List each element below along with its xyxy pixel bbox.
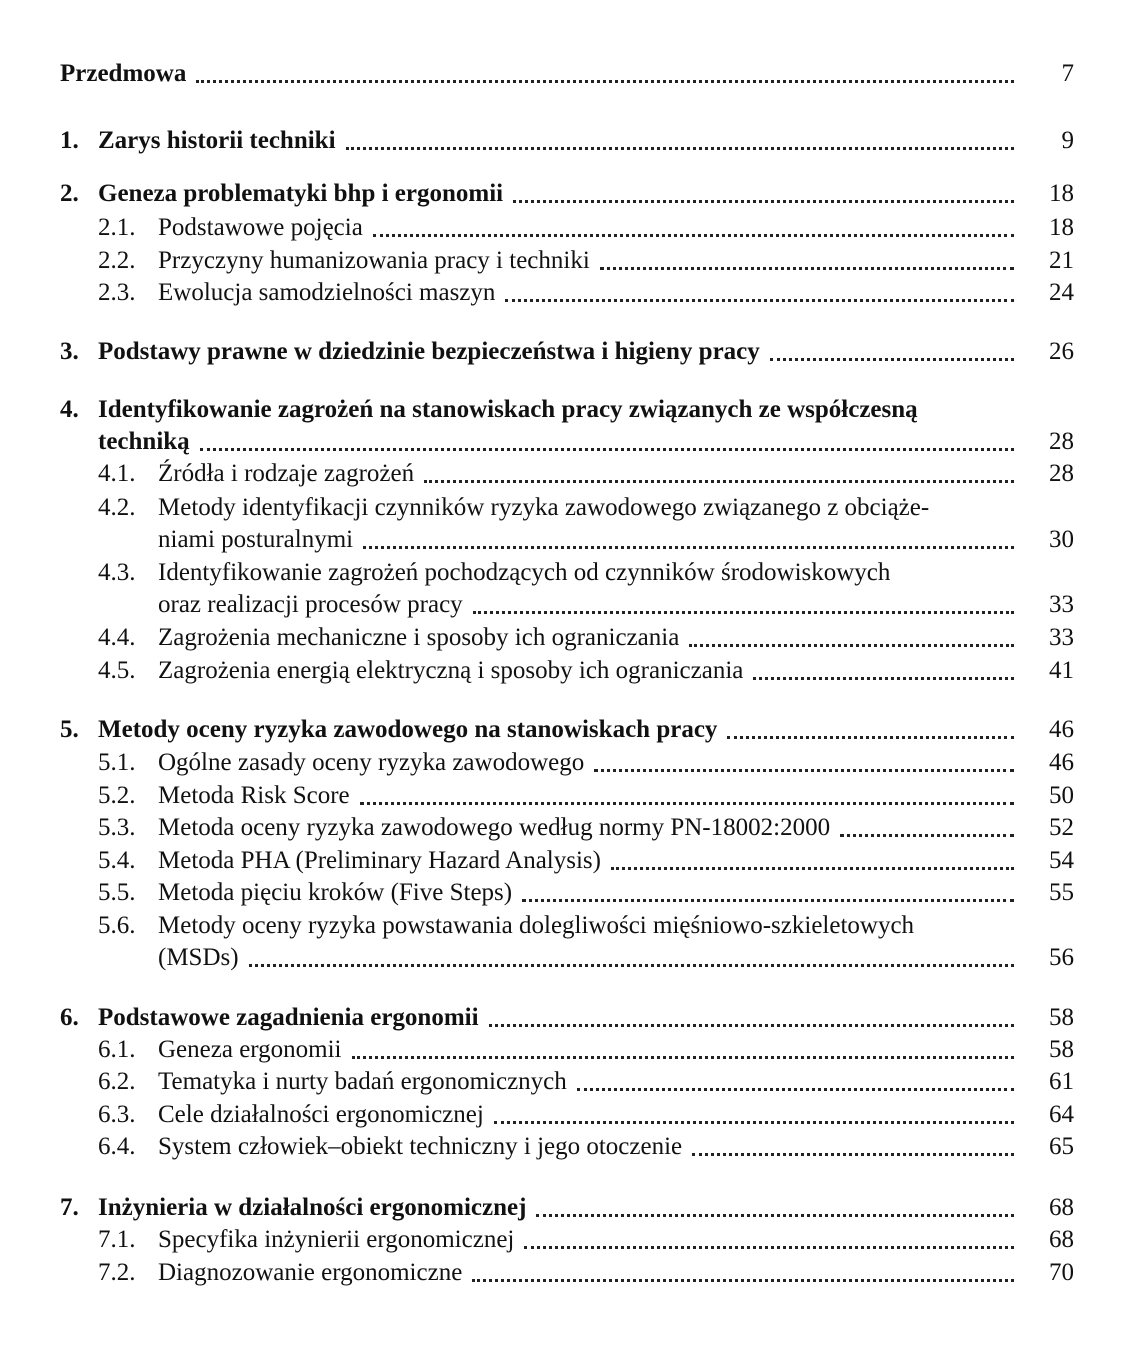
toc-page-number: 24 — [1049, 279, 1074, 306]
toc-page-number: 58 — [1049, 1004, 1074, 1031]
toc-title: Specyfika inżynierii ergonomicznej — [158, 1226, 515, 1253]
toc-title: Zarys historii techniki — [98, 127, 336, 154]
dot-leader — [727, 735, 1014, 739]
toc-number: 5.3. — [98, 814, 136, 841]
toc-entry-section-5-3[interactable] — [98, 812, 1074, 844]
toc-number: 4. — [60, 396, 79, 423]
toc-number: 6.3. — [98, 1101, 136, 1128]
dot-leader — [770, 357, 1014, 361]
toc-entry-section-5-2[interactable] — [98, 780, 1074, 812]
toc-page-number: 28 — [1049, 428, 1074, 455]
dot-leader — [536, 1213, 1014, 1217]
toc-number: 4.4. — [98, 624, 136, 651]
toc-title: Metoda PHA (Preliminary Hazard Analysis) — [158, 847, 601, 874]
toc-entry-section-6-1[interactable] — [98, 1034, 1074, 1066]
toc-title: Geneza problematyki bhp i ergonomii — [98, 180, 504, 207]
toc-title: Przedmowa — [60, 60, 187, 87]
dot-leader — [611, 866, 1014, 870]
toc-number: 7. — [60, 1194, 79, 1221]
toc-entry-section-6-2[interactable] — [98, 1066, 1074, 1098]
dot-leader — [689, 643, 1014, 647]
toc-page-number: 68 — [1049, 1194, 1074, 1221]
toc-page-number: 18 — [1049, 214, 1074, 241]
dot-leader — [196, 79, 1014, 83]
toc-title: Metoda Risk Score — [158, 782, 350, 809]
toc-page-number: 64 — [1049, 1101, 1074, 1128]
toc-entry-chapter-3[interactable] — [60, 336, 1074, 368]
dot-leader — [513, 199, 1014, 203]
toc-page-number: 21 — [1049, 247, 1074, 274]
toc-entry-chapter-2[interactable] — [60, 178, 1074, 210]
toc-number: 5.2. — [98, 782, 136, 809]
toc-entry-section-5-1[interactable] — [98, 747, 1074, 779]
toc-entry-section-4-5[interactable] — [98, 655, 1074, 687]
toc-entry-section-6-4[interactable] — [98, 1131, 1074, 1163]
toc-page-number: 28 — [1049, 460, 1074, 487]
toc-number: 6. — [60, 1004, 79, 1031]
toc-title: Tematyka i nurty badań ergonomicznych — [158, 1068, 567, 1095]
dot-leader — [600, 266, 1014, 270]
toc-page-number: 30 — [1049, 526, 1074, 553]
toc-entry-section-6-3[interactable] — [98, 1099, 1074, 1131]
toc-number: 2. — [60, 180, 79, 207]
toc-number: 3. — [60, 338, 79, 365]
toc-title: Metody oceny ryzyka zawodowego na stanowiskach pracy — [98, 716, 718, 743]
toc-title-line-1: Identyfikowanie zagrożeń pochodzących od czynników środowiskowych — [158, 559, 891, 586]
dot-leader — [692, 1152, 1014, 1156]
toc-number: 7.2. — [98, 1259, 136, 1286]
dot-leader — [524, 1245, 1014, 1249]
toc-page-number: 33 — [1049, 591, 1074, 618]
toc-entry-section-7-1[interactable] — [98, 1224, 1074, 1256]
dot-leader — [473, 610, 1014, 614]
toc-number: 2.1. — [98, 214, 136, 241]
toc-entry-section-2-3[interactable] — [98, 277, 1074, 309]
toc-entry-section-4-2[interactable] — [98, 492, 1074, 556]
dot-leader — [594, 768, 1014, 772]
toc-entry-section-5-4[interactable] — [98, 845, 1074, 877]
toc-page-number: 55 — [1049, 879, 1074, 906]
toc-entry-chapter-7[interactable] — [60, 1192, 1074, 1224]
toc-number: 5.6. — [98, 912, 136, 939]
toc-number: 5.4. — [98, 847, 136, 874]
toc-title: Metoda oceny ryzyka zawodowego według normy PN-18002:2000 — [158, 814, 831, 841]
toc-page-number: 68 — [1049, 1226, 1074, 1253]
dot-leader — [577, 1087, 1014, 1091]
toc-page-number: 52 — [1049, 814, 1074, 841]
toc-title-line-2: techniką — [98, 428, 190, 455]
toc-title: Metoda pięciu kroków (Five Steps) — [158, 879, 513, 906]
toc-title: Zagrożenia energią elektryczną i sposoby ich ograniczania — [158, 657, 744, 684]
toc-number: 4.1. — [98, 460, 136, 487]
toc-page-number: 18 — [1049, 180, 1074, 207]
toc-number: 6.4. — [98, 1133, 136, 1160]
toc-entry-chapter-1[interactable] — [60, 125, 1074, 157]
dot-leader — [840, 833, 1014, 837]
toc-page-number: 65 — [1049, 1133, 1074, 1160]
toc-title-line-1: Identyfikowanie zagrożeń na stanowiskach pracy związanych ze współczesną — [98, 396, 918, 423]
toc-title: Źródła i rodzaje zagrożeń — [158, 460, 415, 487]
toc-entry-section-2-1[interactable] — [98, 212, 1074, 244]
toc-title: Inżynieria w działalności ergonomicznej — [98, 1194, 527, 1221]
toc-title: Podstawowe zagadnienia ergonomii — [98, 1004, 479, 1031]
dot-leader — [505, 298, 1014, 302]
toc-number: 1. — [60, 127, 79, 154]
toc-title-line-2: (MSDs) — [158, 944, 239, 971]
toc-number: 4.2. — [98, 494, 136, 521]
toc-page-number: 46 — [1049, 749, 1074, 776]
toc-number: 4.3. — [98, 559, 136, 586]
dot-leader — [522, 898, 1014, 902]
dot-leader — [494, 1120, 1014, 1124]
toc-entry-section-7-2[interactable] — [98, 1257, 1074, 1289]
dot-leader — [363, 545, 1014, 549]
toc-page-number: 58 — [1049, 1036, 1074, 1063]
toc-number: 2.3. — [98, 279, 136, 306]
toc-number: 2.2. — [98, 247, 136, 274]
toc-page-number: 54 — [1049, 847, 1074, 874]
dot-leader — [249, 963, 1014, 967]
toc-title: Zagrożenia mechaniczne i sposoby ich ograniczania — [158, 624, 680, 651]
dot-leader — [200, 447, 1014, 451]
toc-entry-section-4-4[interactable] — [98, 622, 1074, 654]
toc-page-number: 9 — [1061, 127, 1074, 154]
toc-entry-section-5-6[interactable] — [98, 910, 1074, 974]
toc-entry-section-5-5[interactable] — [98, 877, 1074, 909]
toc-number: 4.5. — [98, 657, 136, 684]
dot-leader — [373, 233, 1014, 237]
toc-number: 5.1. — [98, 749, 136, 776]
toc-entry-chapter-6[interactable] — [60, 1002, 1074, 1034]
toc-title: Geneza ergonomii — [158, 1036, 342, 1063]
toc-entry-section-4-1[interactable] — [98, 458, 1074, 490]
toc-page-number: 61 — [1049, 1068, 1074, 1095]
toc-title: Podstawy prawne w dziedzinie bezpieczeństwa i higieny pracy — [98, 338, 760, 365]
dot-leader — [424, 479, 1014, 483]
toc-title: Podstawowe pojęcia — [158, 214, 363, 241]
dot-leader — [472, 1278, 1014, 1282]
toc-number: 7.1. — [98, 1226, 136, 1253]
dot-leader — [346, 146, 1014, 150]
toc-number: 6.2. — [98, 1068, 136, 1095]
dot-leader — [360, 801, 1014, 805]
toc-number: 5.5. — [98, 879, 136, 906]
toc-page-number: 50 — [1049, 782, 1074, 809]
dot-leader — [352, 1055, 1015, 1059]
toc-entry-preface[interactable] — [60, 58, 1074, 90]
toc-page-number: 46 — [1049, 716, 1074, 743]
toc-entry-section-2-2[interactable] — [98, 245, 1074, 277]
toc-title-line-1: Metody identyfikacji czynników ryzyka zawodowego związanego z obciąże- — [158, 494, 930, 521]
dot-leader — [489, 1023, 1014, 1027]
toc-title: Ewolucja samodzielności maszyn — [158, 279, 496, 306]
toc-page-number: 56 — [1049, 944, 1074, 971]
toc-title-line-2: niami posturalnymi — [158, 526, 354, 553]
toc-title-line-1: Metody oceny ryzyka powstawania dolegliwości mięśniowo-szkieletowych — [158, 912, 915, 939]
toc-title-line-2: oraz realizacji procesów pracy — [158, 591, 463, 618]
toc-page-number: 7 — [1061, 60, 1074, 87]
toc-entry-chapter-5[interactable] — [60, 714, 1074, 746]
toc-number: 5. — [60, 716, 79, 743]
toc-page-number: 33 — [1049, 624, 1074, 651]
toc-page-number: 41 — [1049, 657, 1074, 684]
toc-title: Diagnozowanie ergonomiczne — [158, 1259, 463, 1286]
toc-title: Cele działalności ergonomicznej — [158, 1101, 484, 1128]
toc-page-number: 26 — [1049, 338, 1074, 365]
toc-number: 6.1. — [98, 1036, 136, 1063]
toc-entry-section-4-3[interactable] — [98, 557, 1074, 621]
toc-entry-chapter-4[interactable] — [60, 394, 1074, 458]
toc-title: Przyczyny humanizowania pracy i techniki — [158, 247, 590, 274]
toc-page-number: 70 — [1049, 1259, 1074, 1286]
dot-leader — [753, 676, 1014, 680]
toc-title: Ogólne zasady oceny ryzyka zawodowego — [158, 749, 585, 776]
toc-title: System człowiek–obiekt techniczny i jego otoczenie — [158, 1133, 683, 1160]
